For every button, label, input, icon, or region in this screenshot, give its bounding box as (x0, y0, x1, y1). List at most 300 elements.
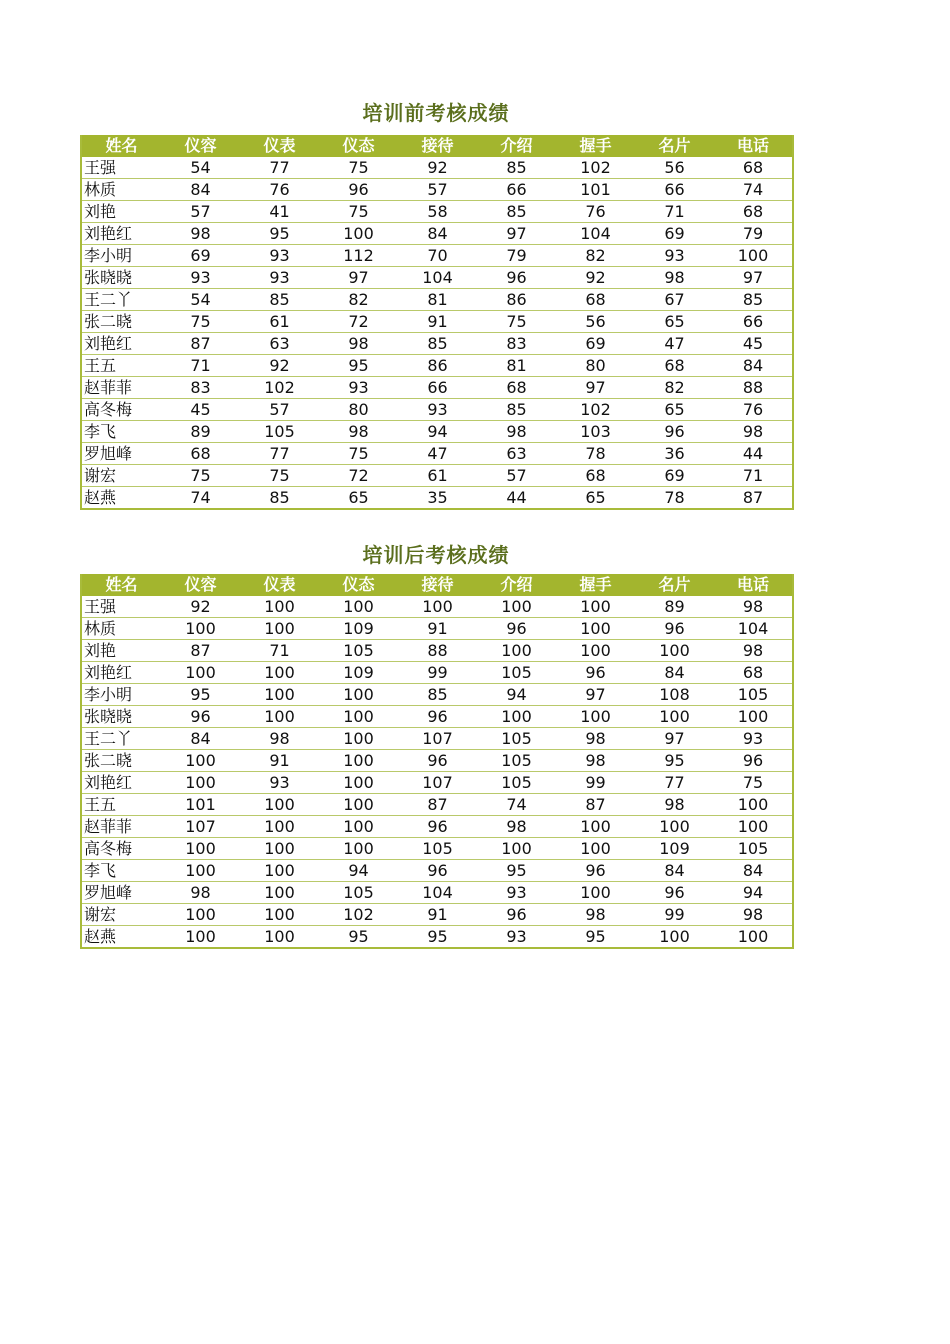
score-cell: 84 (714, 355, 793, 377)
score-cell: 100 (319, 816, 398, 838)
score-cell: 95 (477, 860, 556, 882)
score-cell: 57 (398, 179, 477, 201)
score-cell: 98 (556, 728, 635, 750)
column-header: 仪表 (240, 574, 319, 596)
score-cell: 98 (319, 333, 398, 355)
score-cell: 75 (161, 465, 240, 487)
score-cell: 86 (477, 289, 556, 311)
before-training-table (80, 135, 794, 510)
column-header: 电话 (714, 135, 793, 157)
score-cell: 95 (635, 750, 714, 772)
score-cell: 61 (240, 311, 319, 333)
score-cell: 91 (398, 618, 477, 640)
score-cell: 100 (556, 596, 635, 618)
column-header: 电话 (714, 574, 793, 596)
score-cell: 87 (556, 794, 635, 816)
score-cell: 88 (714, 377, 793, 399)
name-cell: 王五 (81, 355, 161, 377)
score-cell: 102 (556, 399, 635, 421)
score-cell: 109 (635, 838, 714, 860)
score-cell: 105 (477, 750, 556, 772)
score-cell: 92 (398, 157, 477, 179)
score-cell: 75 (319, 443, 398, 465)
score-cell: 96 (477, 904, 556, 926)
score-cell: 47 (635, 333, 714, 355)
score-cell: 104 (398, 267, 477, 289)
score-cell: 96 (398, 750, 477, 772)
score-cell: 100 (161, 904, 240, 926)
score-cell: 75 (161, 311, 240, 333)
name-cell: 赵菲菲 (81, 377, 161, 399)
score-cell: 36 (635, 443, 714, 465)
score-cell: 107 (398, 728, 477, 750)
score-cell: 98 (161, 882, 240, 904)
score-cell: 92 (556, 267, 635, 289)
score-cell: 100 (319, 596, 398, 618)
score-cell: 45 (161, 399, 240, 421)
score-cell: 80 (556, 355, 635, 377)
score-cell: 87 (161, 640, 240, 662)
score-cell: 80 (319, 399, 398, 421)
score-cell: 105 (398, 838, 477, 860)
score-cell: 98 (714, 596, 793, 618)
name-cell: 刘艳 (81, 201, 161, 223)
score-cell: 83 (477, 333, 556, 355)
score-cell: 65 (319, 487, 398, 510)
table-row (81, 706, 793, 728)
score-cell: 100 (635, 816, 714, 838)
name-cell: 张晓晓 (81, 267, 161, 289)
score-cell: 100 (319, 794, 398, 816)
table-row (81, 267, 793, 289)
score-cell: 57 (161, 201, 240, 223)
name-cell: 张二晓 (81, 750, 161, 772)
score-cell: 100 (240, 706, 319, 728)
table-row (81, 684, 793, 706)
table-row (81, 355, 793, 377)
score-cell: 100 (714, 926, 793, 949)
column-header: 仪容 (161, 135, 240, 157)
score-cell: 93 (240, 245, 319, 267)
score-cell: 93 (240, 267, 319, 289)
score-cell: 98 (556, 750, 635, 772)
name-cell: 王强 (81, 157, 161, 179)
score-cell: 67 (635, 289, 714, 311)
score-cell: 81 (477, 355, 556, 377)
score-cell: 35 (398, 487, 477, 510)
score-cell: 56 (556, 311, 635, 333)
column-header: 接待 (398, 574, 477, 596)
score-cell: 82 (556, 245, 635, 267)
name-cell: 罗旭峰 (81, 443, 161, 465)
header-row (81, 574, 793, 596)
name-cell: 刘艳 (81, 640, 161, 662)
score-cell: 63 (477, 443, 556, 465)
score-cell: 66 (714, 311, 793, 333)
table-row (81, 157, 793, 179)
score-cell: 109 (319, 618, 398, 640)
score-cell: 100 (319, 772, 398, 794)
score-cell: 93 (635, 245, 714, 267)
table-row (81, 443, 793, 465)
score-cell: 93 (398, 399, 477, 421)
name-cell: 王二丫 (81, 728, 161, 750)
score-cell: 68 (556, 465, 635, 487)
table-row (81, 201, 793, 223)
score-cell: 72 (319, 465, 398, 487)
name-cell: 高冬梅 (81, 399, 161, 421)
score-cell: 100 (161, 772, 240, 794)
score-cell: 96 (398, 706, 477, 728)
score-cell: 45 (714, 333, 793, 355)
score-cell: 98 (477, 816, 556, 838)
score-cell: 56 (635, 157, 714, 179)
score-cell: 65 (635, 399, 714, 421)
table-row (81, 596, 793, 618)
score-cell: 100 (398, 596, 477, 618)
column-header: 名片 (635, 574, 714, 596)
score-cell: 69 (556, 333, 635, 355)
table-row (81, 860, 793, 882)
table-row (81, 421, 793, 443)
score-cell: 95 (398, 926, 477, 949)
score-cell: 84 (161, 728, 240, 750)
score-cell: 85 (714, 289, 793, 311)
table-row (81, 728, 793, 750)
table-row (81, 223, 793, 245)
header-row (81, 135, 793, 157)
score-cell: 95 (556, 926, 635, 949)
score-cell: 96 (635, 421, 714, 443)
score-cell: 95 (161, 684, 240, 706)
score-cell: 98 (319, 421, 398, 443)
score-cell: 99 (635, 904, 714, 926)
score-cell: 91 (398, 904, 477, 926)
score-cell: 93 (240, 772, 319, 794)
name-cell: 赵菲菲 (81, 816, 161, 838)
score-cell: 95 (240, 223, 319, 245)
score-cell: 79 (714, 223, 793, 245)
score-cell: 98 (714, 904, 793, 926)
name-cell: 王二丫 (81, 289, 161, 311)
score-cell: 97 (635, 728, 714, 750)
name-cell: 赵燕 (81, 487, 161, 510)
score-cell: 105 (714, 838, 793, 860)
score-cell: 105 (477, 662, 556, 684)
score-cell: 96 (714, 750, 793, 772)
score-cell: 98 (635, 267, 714, 289)
score-cell: 74 (477, 794, 556, 816)
score-cell: 85 (477, 399, 556, 421)
name-cell: 刘艳红 (81, 662, 161, 684)
table-row (81, 838, 793, 860)
score-cell: 68 (714, 157, 793, 179)
score-cell: 95 (319, 926, 398, 949)
score-cell: 100 (714, 794, 793, 816)
score-cell: 86 (398, 355, 477, 377)
score-cell: 105 (477, 772, 556, 794)
score-cell: 100 (714, 816, 793, 838)
score-cell: 96 (477, 618, 556, 640)
score-cell: 85 (240, 487, 319, 510)
score-cell: 102 (240, 377, 319, 399)
name-cell: 张二晓 (81, 311, 161, 333)
table-row (81, 377, 793, 399)
score-cell: 66 (635, 179, 714, 201)
score-cell: 88 (398, 640, 477, 662)
score-cell: 78 (556, 443, 635, 465)
score-cell: 100 (240, 662, 319, 684)
score-cell: 91 (398, 311, 477, 333)
score-cell: 102 (319, 904, 398, 926)
score-cell: 70 (398, 245, 477, 267)
score-cell: 76 (714, 399, 793, 421)
score-cell: 79 (477, 245, 556, 267)
score-cell: 75 (319, 157, 398, 179)
score-cell: 96 (635, 618, 714, 640)
score-cell: 68 (714, 201, 793, 223)
column-header: 名片 (635, 135, 714, 157)
name-cell: 刘艳红 (81, 772, 161, 794)
table-row (81, 816, 793, 838)
score-cell: 71 (714, 465, 793, 487)
score-cell: 47 (398, 443, 477, 465)
score-cell: 100 (240, 794, 319, 816)
column-header: 握手 (556, 135, 635, 157)
score-cell: 100 (477, 640, 556, 662)
score-cell: 74 (161, 487, 240, 510)
score-cell: 98 (714, 640, 793, 662)
column-header: 握手 (556, 574, 635, 596)
name-cell: 林质 (81, 618, 161, 640)
score-cell: 44 (477, 487, 556, 510)
score-cell: 61 (398, 465, 477, 487)
score-cell: 96 (398, 860, 477, 882)
name-cell: 李小明 (81, 684, 161, 706)
score-cell: 107 (161, 816, 240, 838)
score-cell: 102 (556, 157, 635, 179)
score-cell: 103 (556, 421, 635, 443)
table-row (81, 640, 793, 662)
score-cell: 104 (714, 618, 793, 640)
score-cell: 41 (240, 201, 319, 223)
score-cell: 100 (556, 618, 635, 640)
score-cell: 77 (635, 772, 714, 794)
score-cell: 69 (161, 245, 240, 267)
score-cell: 105 (240, 421, 319, 443)
table-row (81, 882, 793, 904)
score-cell: 76 (240, 179, 319, 201)
score-cell: 78 (635, 487, 714, 510)
score-cell: 100 (556, 838, 635, 860)
score-cell: 105 (319, 882, 398, 904)
score-cell: 85 (398, 684, 477, 706)
name-cell: 高冬梅 (81, 838, 161, 860)
table-row (81, 750, 793, 772)
score-cell: 71 (161, 355, 240, 377)
score-cell: 96 (398, 816, 477, 838)
score-cell: 87 (161, 333, 240, 355)
score-cell: 96 (319, 179, 398, 201)
score-cell: 76 (556, 201, 635, 223)
score-cell: 66 (398, 377, 477, 399)
score-cell: 98 (556, 904, 635, 926)
score-cell: 44 (714, 443, 793, 465)
score-cell: 100 (477, 596, 556, 618)
table-row (81, 465, 793, 487)
score-cell: 82 (635, 377, 714, 399)
after-training-table (80, 574, 794, 949)
after-training-title: 培训后考核成绩 (362, 543, 510, 567)
score-cell: 98 (714, 421, 793, 443)
score-cell: 100 (240, 816, 319, 838)
score-cell: 84 (398, 223, 477, 245)
score-cell: 100 (240, 882, 319, 904)
score-cell: 75 (240, 465, 319, 487)
column-header: 仪态 (319, 574, 398, 596)
score-cell: 94 (398, 421, 477, 443)
score-cell: 100 (319, 684, 398, 706)
column-header: 接待 (398, 135, 477, 157)
score-cell: 65 (635, 311, 714, 333)
column-header: 介绍 (477, 574, 556, 596)
table-row (81, 794, 793, 816)
column-header: 仪表 (240, 135, 319, 157)
score-cell: 96 (556, 860, 635, 882)
name-cell: 罗旭峰 (81, 882, 161, 904)
name-cell: 李小明 (81, 245, 161, 267)
score-cell: 100 (240, 926, 319, 949)
score-cell: 99 (556, 772, 635, 794)
score-cell: 96 (477, 267, 556, 289)
score-cell: 68 (556, 289, 635, 311)
score-cell: 100 (161, 662, 240, 684)
name-cell: 刘艳红 (81, 223, 161, 245)
score-cell: 100 (240, 596, 319, 618)
score-cell: 91 (240, 750, 319, 772)
score-cell: 100 (714, 706, 793, 728)
score-cell: 100 (319, 838, 398, 860)
name-cell: 李飞 (81, 421, 161, 443)
score-cell: 74 (714, 179, 793, 201)
score-cell: 57 (477, 465, 556, 487)
score-cell: 94 (714, 882, 793, 904)
score-cell: 100 (319, 728, 398, 750)
score-cell: 93 (161, 267, 240, 289)
column-header: 介绍 (477, 135, 556, 157)
score-cell: 97 (477, 223, 556, 245)
score-cell: 100 (477, 706, 556, 728)
score-cell: 94 (319, 860, 398, 882)
score-cell: 100 (714, 245, 793, 267)
score-cell: 100 (635, 706, 714, 728)
name-cell: 赵燕 (81, 926, 161, 949)
name-cell: 张晓晓 (81, 706, 161, 728)
score-cell: 71 (635, 201, 714, 223)
score-cell: 98 (635, 794, 714, 816)
score-cell: 96 (635, 882, 714, 904)
name-cell: 李飞 (81, 860, 161, 882)
score-cell: 97 (319, 267, 398, 289)
score-cell: 85 (477, 201, 556, 223)
column-header: 仪态 (319, 135, 398, 157)
score-cell: 68 (714, 662, 793, 684)
score-cell: 75 (477, 311, 556, 333)
table-row (81, 662, 793, 684)
score-cell: 75 (714, 772, 793, 794)
score-cell: 93 (477, 882, 556, 904)
score-cell: 72 (319, 311, 398, 333)
score-cell: 82 (319, 289, 398, 311)
score-cell: 89 (635, 596, 714, 618)
score-cell: 100 (240, 618, 319, 640)
score-cell: 100 (319, 750, 398, 772)
score-cell: 105 (477, 728, 556, 750)
score-cell: 63 (240, 333, 319, 355)
score-cell: 89 (161, 421, 240, 443)
score-cell: 77 (240, 157, 319, 179)
score-cell: 93 (319, 377, 398, 399)
table-row (81, 333, 793, 355)
table-body (81, 596, 793, 948)
column-header: 姓名 (81, 135, 161, 157)
score-cell: 97 (556, 684, 635, 706)
name-cell: 王强 (81, 596, 161, 618)
score-cell: 81 (398, 289, 477, 311)
score-cell: 100 (556, 706, 635, 728)
score-cell: 84 (635, 662, 714, 684)
score-cell: 69 (635, 465, 714, 487)
score-cell: 94 (477, 684, 556, 706)
score-cell: 97 (556, 377, 635, 399)
score-cell: 92 (240, 355, 319, 377)
score-cell: 109 (319, 662, 398, 684)
score-cell: 100 (161, 860, 240, 882)
score-cell: 69 (635, 223, 714, 245)
score-cell: 108 (635, 684, 714, 706)
score-cell: 68 (477, 377, 556, 399)
score-cell: 54 (161, 289, 240, 311)
score-cell: 66 (477, 179, 556, 201)
column-header: 姓名 (81, 574, 161, 596)
name-cell: 谢宏 (81, 465, 161, 487)
table-row (81, 772, 793, 794)
score-cell: 100 (240, 684, 319, 706)
score-cell: 85 (240, 289, 319, 311)
score-cell: 100 (240, 838, 319, 860)
score-cell: 93 (477, 926, 556, 949)
table-body (81, 157, 793, 509)
table-row (81, 289, 793, 311)
score-cell: 100 (161, 618, 240, 640)
score-cell: 75 (319, 201, 398, 223)
score-cell: 84 (635, 860, 714, 882)
table-row (81, 399, 793, 421)
table-row (81, 618, 793, 640)
score-cell: 100 (635, 640, 714, 662)
score-cell: 87 (398, 794, 477, 816)
table-row (81, 179, 793, 201)
score-cell: 54 (161, 157, 240, 179)
score-cell: 101 (161, 794, 240, 816)
score-cell: 68 (635, 355, 714, 377)
score-cell: 100 (319, 223, 398, 245)
table-row (81, 311, 793, 333)
score-cell: 101 (556, 179, 635, 201)
score-cell: 57 (240, 399, 319, 421)
score-cell: 100 (240, 904, 319, 926)
score-cell: 100 (556, 882, 635, 904)
